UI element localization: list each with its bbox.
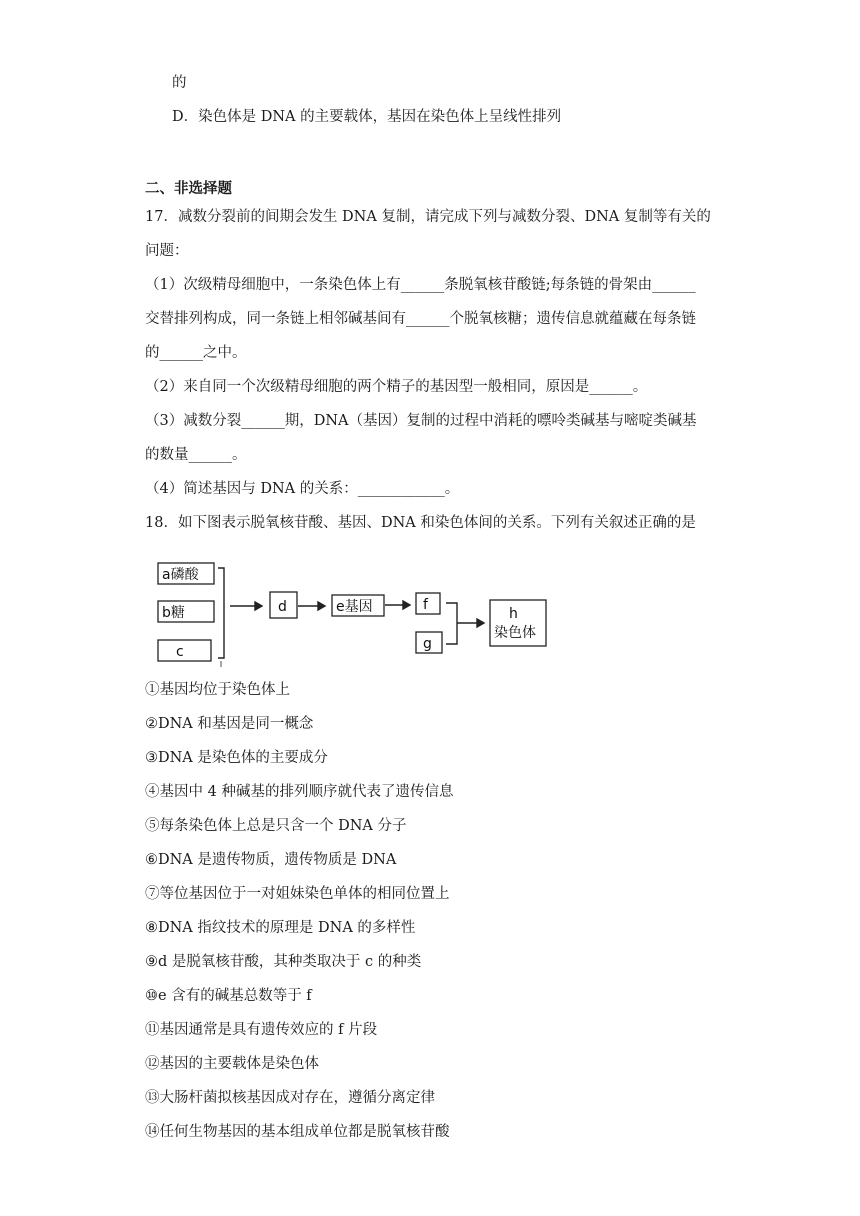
box-d [270,592,297,618]
box-c-label: c [176,644,184,660]
box-a [158,563,214,584]
statement-12: ⑫基因的主要载体是染色体 [145,1056,319,1072]
statement-13: ⑬大肠杆菌拟核基因成对存在，遵循分离定律 [145,1090,435,1106]
box-f-label: f [423,597,428,613]
statement-5: ⑤每条染色体上总是只含一个 DNA 分子 [145,818,407,834]
question-18: 18．如下图表示脱氧核苷酸、基因、DNA 和染色体间的关系。下列有关叙述正确的是 [145,515,696,531]
section-heading: 二、非选择题 [145,181,232,197]
statement-2: ②DNA 和基因是同一概念 [145,716,314,732]
text-line: 的______之中。 [145,345,247,361]
box-g [416,632,442,653]
brace-fg [446,603,457,644]
box-b [158,601,214,622]
option-d: D．染色体是 DNA 的主要载体，基因在染色体上呈线性排列 [172,109,562,125]
text-line: 的数量______。 [145,447,247,463]
box-h-sublabel: 染色体 [494,625,536,641]
statement-10: ⑩e 含有的碱基总数等于 f [145,988,312,1004]
box-b-label: b糖 [162,605,185,621]
statement-4: ④基因中 4 种碱基的排列顺序就代表了遗传信息 [145,784,454,800]
box-e-label: e基因 [336,599,373,615]
brace-abc [218,568,224,658]
statement-14: ⑭任何生物基因的基本组成单位都是脱氧核苷酸 [145,1124,450,1140]
box-c [158,640,211,661]
box-a-label: a磷酸 [162,567,199,583]
text-line: 交替排列构成，同一条链上相邻碱基间有______个脱氧核糖；遗传信息就蕴藏在每条链 [145,311,696,327]
statement-3: ③DNA 是染色体的主要成分 [145,750,328,766]
sub-question-2: （2）来自同一个次级精母细胞的两个精子的基因型一般相同，原因是______。 [145,379,648,395]
question-17: 17．减数分裂前的间期会发生 DNA 复制，请完成下列与减数分裂、DNA 复制等有关的 [145,209,711,225]
sub-question-4: （4）简述基因与 DNA 的关系：____________。 [145,481,460,497]
sub-question-3: （3）减数分裂______期，DNA（基因）复制的过程中消耗的嘌呤类碱基与嘧啶类碱基 [145,413,697,429]
box-f [416,593,440,614]
box-h [490,600,546,646]
text-line: 问题： [145,243,189,259]
statement-9: ⑨d 是脱氧核苷酸，其种类取决于 c 的种类 [145,954,422,970]
box-d-label: d [278,599,287,615]
statement-11: ⑪基因通常是具有遗传效应的 f 片段 [145,1022,378,1038]
box-g-label: g [423,636,432,652]
relationship-diagram [152,555,562,670]
statement-8: ⑧DNA 指纹技术的原理是 DNA 的多样性 [145,920,416,936]
statement-6: ⑥DNA 是遗传物质，遗传物质是 DNA [145,852,397,868]
statement-1: ①基因均位于染色体上 [145,682,290,698]
statement-7: ⑦等位基因位于一对姐妹染色单体的相同位置上 [145,886,450,902]
box-h-label: h [509,606,518,622]
text-line: 的 [172,75,187,91]
sub-question-1: （1）次级精母细胞中，一条染色体上有______条脱氧核苷酸链;每条链的骨架由______ [145,277,696,293]
box-e [332,595,384,616]
